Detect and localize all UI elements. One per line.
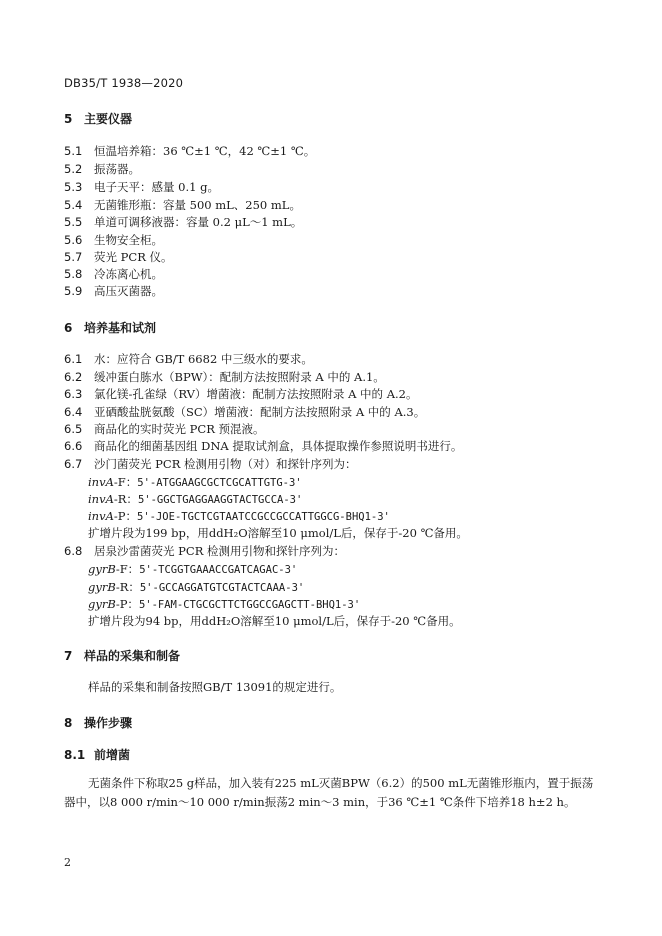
instrument-item: 5.4 无菌锥形瓶：容量 500 mL、250 mL。 xyxy=(64,198,301,212)
reagent-item: 6.7 沙门菌荧光 PCR 检测用引物（对）和探针序列为： xyxy=(64,457,357,471)
document-code: DB35/T 1938—2020 xyxy=(64,76,184,90)
primer-line: invA-F：5'-ATGGAAGCGCTCGCATTGTG-3' xyxy=(88,475,302,489)
instrument-item: 5.7 荧光 PCR 仪。 xyxy=(64,250,173,264)
section-title: 前增菌 xyxy=(94,748,131,762)
reagent-item: 6.2 缓冲蛋白胨水（BPW）：配制方法按照附录 A 中的 A.1。 xyxy=(64,370,385,384)
section-title: 培养基和试剂 xyxy=(84,321,157,335)
section-number: 8 xyxy=(64,716,73,730)
reagent-item: 6.4 亚硒酸盐胱氨酸（SC）增菌液：配制方法按照附录 A 中的 A.3。 xyxy=(64,405,426,419)
page-number: 2 xyxy=(64,856,71,869)
section-number: 8.1 xyxy=(64,748,86,762)
instrument-item: 5.3 电子天平：感量 0.1 g。 xyxy=(64,180,219,194)
section-title: 操作步骤 xyxy=(84,716,133,730)
instrument-item: 5.9 高压灭菌器。 xyxy=(64,284,163,298)
section-title: 样品的采集和制备 xyxy=(84,649,181,663)
reagent-item: 6.5 商品化的实时荧光 PCR 预混液。 xyxy=(64,422,265,436)
instrument-item: 5.2 振荡器。 xyxy=(64,162,140,176)
instrument-item: 5.8 冷冻离心机。 xyxy=(64,267,163,281)
instrument-item: 5.6 生物安全柜。 xyxy=(64,233,163,247)
primer-line: gyrB-R：5'-GCCAGGATGTCGTACTCAAA-3' xyxy=(88,580,305,594)
section-heading-5 xyxy=(64,110,132,127)
instrument-item: 5.5 单道可调移液器：容量 0.2 μL～1 mL。 xyxy=(64,215,303,229)
section-title: 主要仪器 xyxy=(84,112,133,126)
pre-enrichment-paragraph: 无菌条件下称取25 g样品，加入装有225 mL灭菌BPW（6.2）的500 mL无菌锥形瓶内，置于振荡器中，以8 000 r/min～10 000 r/min振荡2 min～3 min，于36 ℃±1 ℃条件下培养18 h±2 h。 xyxy=(64,776,594,809)
probe-line: gyrB-P：5'-FAM-CTGCGCTTCTGGCCGAGCTT-BHQ1-3' xyxy=(88,597,361,611)
primer-line: invA-R：5'-GGCTGAGGAAGGTACTGCCA-3' xyxy=(88,492,303,506)
section-heading-8 xyxy=(64,714,132,731)
section-heading-8-1 xyxy=(64,746,130,763)
section-number: 6 xyxy=(64,321,73,335)
section-number: 5 xyxy=(64,112,73,126)
reagent-item: 6.3 氯化镁-孔雀绿（RV）增菌液：配制方法按照附录 A 中的 A.2。 xyxy=(64,387,418,401)
amplicon-note: 扩增片段为94 bp，用ddH₂O溶解至10 μmol/L后，保存于-20 ℃备用。 xyxy=(88,614,461,628)
sampling-paragraph: 样品的采集和制备按照GB/T 13091的规定进行。 xyxy=(88,680,342,694)
amplicon-note: 扩增片段为199 bp，用ddH₂O溶解至10 μmol/L后，保存于-20 ℃备用。 xyxy=(88,526,468,540)
reagent-item: 6.6 商品化的细菌基因组 DNA 提取试剂盒，具体提取操作参照说明书进行。 xyxy=(64,439,463,453)
section-heading-6 xyxy=(64,319,156,336)
section-number: 7 xyxy=(64,649,73,663)
reagent-item: 6.1 水：应符合 GB/T 6682 中三级水的要求。 xyxy=(64,352,313,366)
reagent-item: 6.8 居泉沙雷菌荧光 PCR 检测用引物和探针序列为： xyxy=(64,544,346,558)
section-heading-7 xyxy=(64,647,180,664)
primer-line: gyrB-F：5'-TCGGTGAAACCGATCAGAC-3' xyxy=(88,562,298,576)
instrument-item: 5.1 恒温培养箱：36 ℃±1 ℃，42 ℃±1 ℃。 xyxy=(64,144,316,158)
probe-line: invA-P：5'-JOE-TGCTCGTAATCCGCCGCCATTGGCG-BHQ1-3' xyxy=(88,509,390,523)
